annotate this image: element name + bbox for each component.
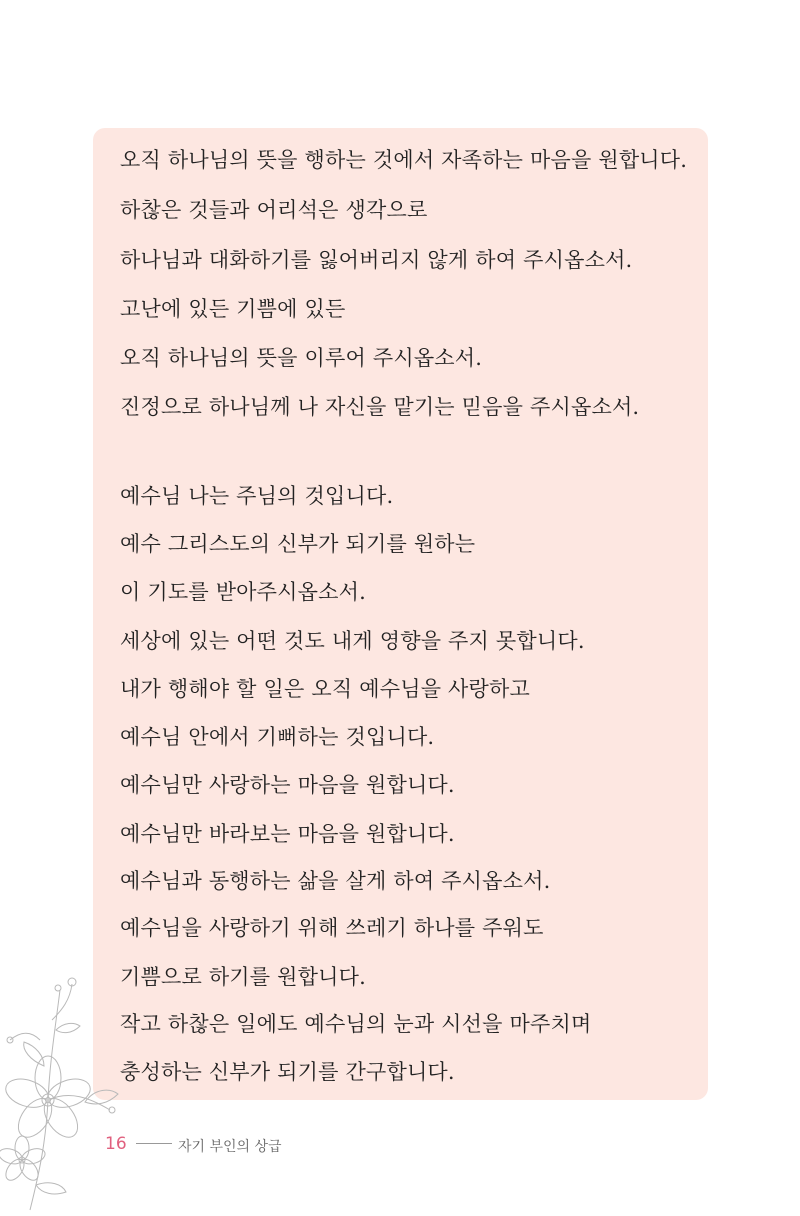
prayer-line: 하찮은 것들과 어리석은 생각으로 (120, 198, 428, 222)
prayer-line: 예수님 나는 주님의 것입니다. (120, 484, 394, 508)
prayer-line: 충성하는 신부가 되기를 간구합니다. (120, 1060, 455, 1084)
prayer-line: 세상에 있는 어떤 것도 내게 영향을 주지 못합니다. (120, 629, 585, 653)
page-number: 16 (105, 1134, 127, 1154)
prayer-line: 예수님과 동행하는 삶을 살게 하여 주시옵소서. (120, 869, 551, 893)
prayer-line: 오직 하나님의 뜻을 행하는 것에서 자족하는 마음을 원합니다. (120, 148, 688, 172)
prayer-line: 하나님과 대화하기를 잃어버리지 않게 하여 주시옵소서. (120, 248, 633, 272)
prayer-line: 예수 그리스도의 신부가 되기를 원하는 (120, 532, 476, 556)
prayer-line: 기쁨으로 하기를 원합니다. (120, 965, 366, 989)
prayer-line: 예수님 안에서 기뻐하는 것입니다. (120, 725, 435, 749)
prayer-line: 예수님만 사랑하는 마음을 원합니다. (120, 773, 455, 797)
prayer-line: 예수님을 사랑하기 위해 쓰레기 하나를 주워도 (120, 916, 544, 940)
prayer-line: 이 기도를 받아주시옵소서. (120, 580, 366, 604)
prayer-line: 오직 하나님의 뜻을 이루어 주시옵소서. (120, 346, 483, 370)
prayer-line: 진정으로 하나님께 나 자신을 맡기는 믿음을 주시옵소서. (120, 395, 640, 419)
prayer-line: 내가 행해야 할 일은 오직 예수님을 사랑하고 (120, 677, 530, 701)
prayer-line: 예수님만 바라보는 마음을 원합니다. (120, 822, 455, 846)
prayer-line: 작고 하찮은 일에도 예수님의 눈과 시선을 마주치며 (120, 1012, 592, 1036)
prayer-line: 고난에 있든 기쁨에 있든 (120, 297, 346, 321)
flower-sketch-icon (0, 970, 160, 1216)
book-title: 자기 부인의 상급 (178, 1139, 282, 1155)
footer-divider (136, 1143, 172, 1144)
